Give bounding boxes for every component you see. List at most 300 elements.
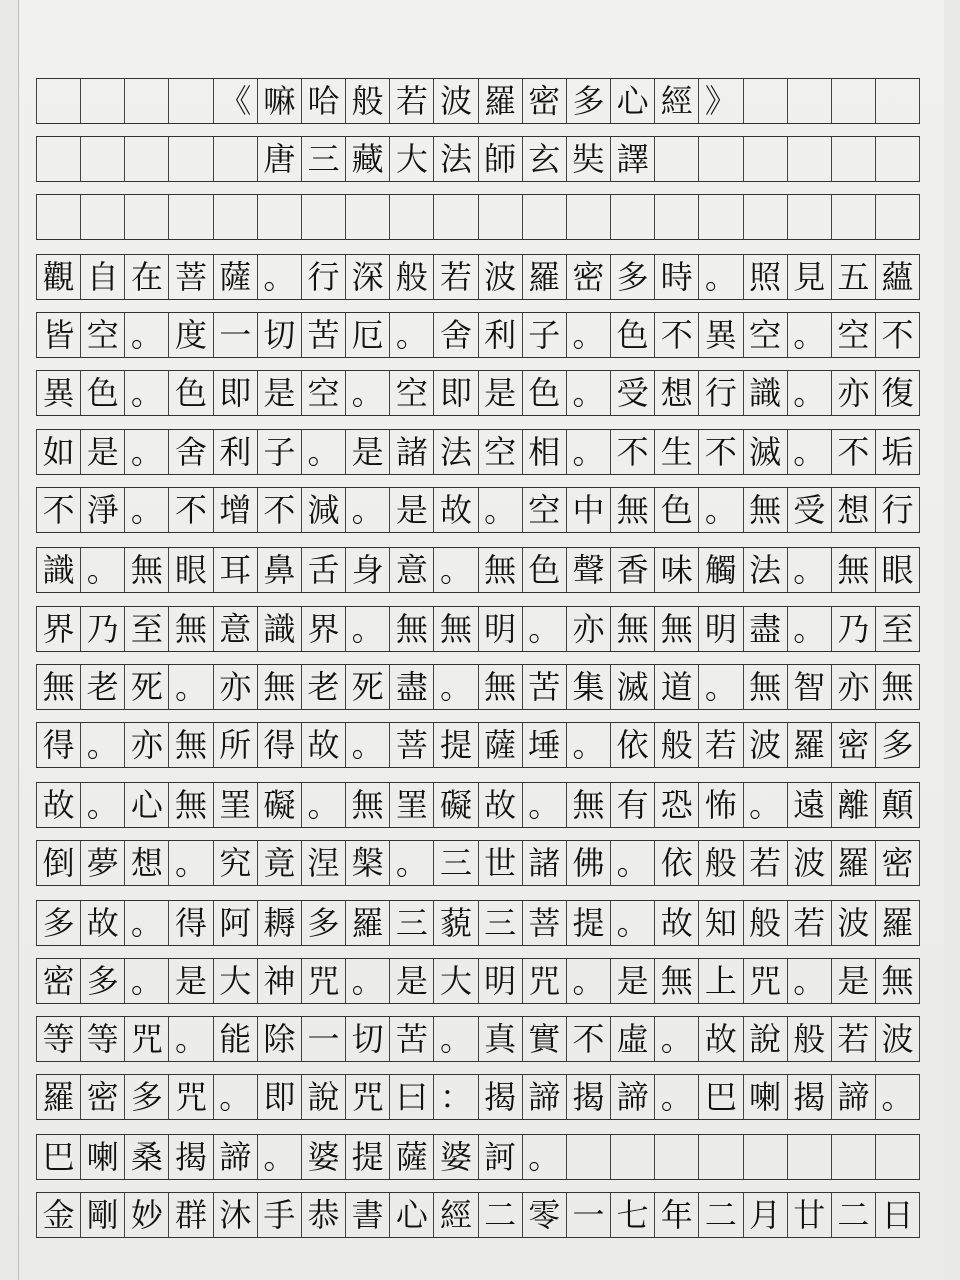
character-cell: 二 [478,1193,522,1237]
empty-cell [610,195,654,239]
character-cell: 所 [213,723,257,767]
character-cell: 咒 [522,959,566,1003]
empty-cell [80,137,124,181]
empty-cell [698,137,742,181]
character-cell: 大 [389,137,433,181]
character-cell: 香 [610,548,654,592]
character-cell: 揭 [566,1075,610,1119]
empty-cell [654,137,698,181]
character-cell: 波 [787,841,831,885]
character-cell: 手 [257,1193,301,1237]
text-row [36,1016,920,1062]
character-cell: 無 [257,665,301,709]
character-cell: 復 [875,371,920,415]
character-cell: 。 [787,607,831,651]
character-cell: 。 [522,783,566,827]
character-cell: 零 [522,1193,566,1237]
empty-cell [787,195,831,239]
character-cell: 多 [301,901,345,945]
character-cell: 淨 [80,488,124,532]
character-cell: 自 [80,255,124,299]
character-cell: 法 [743,548,787,592]
character-cell: 揭 [787,1075,831,1119]
character-cell: 菩 [168,255,212,299]
character-cell: 是 [478,371,522,415]
character-cell: 。 [345,723,389,767]
character-cell: 多 [36,901,80,945]
character-cell: 若 [831,1017,875,1061]
character-cell: 皆 [36,313,80,357]
character-cell: 般 [389,255,433,299]
character-cell: 故 [478,783,522,827]
character-cell: 般 [698,841,742,885]
character-cell: 般 [654,723,698,767]
character-cell: 。 [345,959,389,1003]
character-cell: 若 [433,255,477,299]
character-cell: 知 [698,901,742,945]
character-cell: 老 [301,665,345,709]
text-row [36,1134,920,1180]
character-cell: 。 [787,313,831,357]
character-cell: 道 [654,665,698,709]
character-cell: 礙 [433,783,477,827]
character-cell: 羅 [831,841,875,885]
character-cell: 。 [301,783,345,827]
character-cell: 。 [124,959,168,1003]
character-cell: 異 [698,313,742,357]
character-cell: 。 [566,371,610,415]
text-row [36,606,920,652]
character-cell: 一 [213,313,257,357]
character-cell: 色 [654,488,698,532]
character-cell: 說 [743,1017,787,1061]
character-cell: 金 [36,1193,80,1237]
character-cell: 羅 [522,255,566,299]
character-cell: 剛 [80,1193,124,1237]
empty-cell [478,195,522,239]
character-cell: 。 [389,841,433,885]
character-cell: 密 [831,723,875,767]
character-cell: 。 [566,430,610,474]
empty-cell [124,137,168,181]
binding-margin-line [18,0,19,1280]
character-cell: 。 [257,255,301,299]
character-cell: 滅 [610,665,654,709]
character-cell: 咒 [301,959,345,1003]
empty-cell [257,195,301,239]
empty-cell [743,137,787,181]
character-cell: 無 [168,723,212,767]
character-cell: 子 [522,313,566,357]
character-cell: 是 [831,959,875,1003]
character-cell: 顛 [875,783,920,827]
character-cell: 。 [787,430,831,474]
character-cell: 密 [522,79,566,123]
character-cell: 即 [213,371,257,415]
character-cell: 《 [213,79,257,123]
character-cell: 無 [610,607,654,651]
empty-cell [875,1135,920,1179]
character-cell: 觀 [36,255,80,299]
character-cell: 切 [345,1017,389,1061]
character-cell: 見 [787,255,831,299]
empty-cell [566,195,610,239]
empty-cell [522,195,566,239]
character-cell: 若 [787,901,831,945]
character-cell: 死 [124,665,168,709]
character-cell: 。 [698,255,742,299]
text-row [36,547,920,593]
character-cell: 色 [610,313,654,357]
character-cell: 書 [345,1193,389,1237]
character-cell: 中 [566,488,610,532]
character-cell: 明 [478,959,522,1003]
character-cell: 蘊 [875,255,920,299]
character-cell: 阿 [213,901,257,945]
title-row [36,78,920,124]
character-cell: 遠 [787,783,831,827]
character-cell: 羅 [478,79,522,123]
character-cell: 波 [831,901,875,945]
character-cell: 苦 [301,313,345,357]
character-cell: 藐 [433,901,477,945]
character-cell: 異 [36,371,80,415]
character-cell: 埵 [522,723,566,767]
character-cell: 。 [257,1135,301,1179]
character-cell: 。 [654,1075,698,1119]
text-row [36,254,920,300]
character-cell: 經 [654,79,698,123]
character-cell: 至 [875,607,920,651]
character-cell: 增 [213,488,257,532]
character-cell: 受 [610,371,654,415]
empty-cell [213,137,257,181]
character-cell: 三 [389,901,433,945]
character-cell: 無 [875,959,920,1003]
empty-cell [831,79,875,123]
character-cell: 。 [478,488,522,532]
character-cell: 盡 [389,665,433,709]
empty-cell [831,195,875,239]
text-row [36,900,920,946]
text-row [36,722,920,768]
character-cell: 垢 [875,430,920,474]
character-cell: 提 [345,1135,389,1179]
character-cell: 罣 [213,783,257,827]
character-cell: 想 [831,488,875,532]
character-cell: 等 [36,1017,80,1061]
character-cell: 法 [433,137,477,181]
character-cell: 諸 [522,841,566,885]
character-cell: 婆 [301,1135,345,1179]
character-cell: 密 [566,255,610,299]
empty-cell [654,195,698,239]
text-row [36,1074,920,1120]
character-cell: 究 [213,841,257,885]
character-cell: 不 [831,430,875,474]
character-cell: 多 [566,79,610,123]
character-cell: 舍 [168,430,212,474]
character-cell: 玄 [522,137,566,181]
character-cell: 無 [743,665,787,709]
character-cell: 故 [36,783,80,827]
character-cell: 波 [743,723,787,767]
character-cell: 得 [168,901,212,945]
empty-cell [345,195,389,239]
character-cell: 亦 [831,665,875,709]
character-cell: 空 [80,313,124,357]
character-cell: 。 [124,371,168,415]
character-cell: 無 [433,607,477,651]
character-cell: 喇 [80,1135,124,1179]
character-cell: 。 [875,1075,920,1119]
character-cell: 無 [168,607,212,651]
character-cell: 乃 [80,607,124,651]
character-cell: 波 [433,79,477,123]
character-cell: 婆 [433,1135,477,1179]
character-cell: 說 [301,1075,345,1119]
character-cell: 。 [345,488,389,532]
character-cell: 。 [345,607,389,651]
character-cell: 至 [124,607,168,651]
character-cell: 不 [36,488,80,532]
character-cell: 是 [257,371,301,415]
character-cell: 真 [478,1017,522,1061]
character-cell: 多 [875,723,920,767]
character-cell: ： [433,1075,477,1119]
character-cell: 耳 [213,548,257,592]
character-cell: 若 [698,723,742,767]
character-cell: 受 [787,488,831,532]
character-cell: 薩 [478,723,522,767]
character-cell: 實 [522,1017,566,1061]
character-cell: 二 [831,1193,875,1237]
character-cell: 羅 [345,901,389,945]
character-cell: 行 [698,371,742,415]
character-cell: 不 [257,488,301,532]
character-cell: 眼 [168,548,212,592]
character-cell: 咒 [345,1075,389,1119]
empty-cell [566,1135,610,1179]
text-row [36,958,920,1004]
character-cell: 滅 [743,430,787,474]
character-cell: 奘 [566,137,610,181]
character-cell: 色 [522,548,566,592]
text-row [36,840,920,886]
character-cell: 波 [478,255,522,299]
character-cell: 心 [124,783,168,827]
character-cell: 色 [168,371,212,415]
character-cell: 鼻 [257,548,301,592]
character-cell: 三 [478,901,522,945]
character-cell: 咒 [168,1075,212,1119]
character-cell: 舍 [433,313,477,357]
empty-cell [743,1135,787,1179]
character-cell: 無 [389,607,433,651]
character-cell: 空 [522,488,566,532]
character-cell: 耨 [257,901,301,945]
character-cell: 三 [433,841,477,885]
character-cell: 利 [213,430,257,474]
character-cell: 亦 [831,371,875,415]
character-cell: 喇 [743,1075,787,1119]
character-cell: 巴 [698,1075,742,1119]
character-cell: 依 [610,723,654,767]
character-cell: 意 [389,548,433,592]
character-cell: 不 [875,313,920,357]
character-cell: 舌 [301,548,345,592]
character-cell: 。 [787,548,831,592]
character-cell: 乃 [831,607,875,651]
character-cell: 無 [654,959,698,1003]
empty-cell [36,79,80,123]
character-cell: 礙 [257,783,301,827]
character-cell: 故 [698,1017,742,1061]
character-cell: 諦 [831,1075,875,1119]
character-cell: 。 [787,959,831,1003]
character-cell: 恭 [301,1193,345,1237]
character-cell: 亦 [213,665,257,709]
character-cell: 桑 [124,1135,168,1179]
character-cell: 。 [213,1075,257,1119]
character-cell: 揭 [168,1135,212,1179]
character-cell: 多 [80,959,124,1003]
character-cell: 。 [654,1017,698,1061]
character-cell: 藏 [345,137,389,181]
text-row [36,312,920,358]
empty-cell [698,1135,742,1179]
character-cell: 心 [610,79,654,123]
character-cell: 故 [654,901,698,945]
character-cell: 無 [478,665,522,709]
character-cell: 諸 [389,430,433,474]
character-cell: 苦 [522,665,566,709]
character-cell: 怖 [698,783,742,827]
character-cell: 無 [610,488,654,532]
empty-cell [831,1135,875,1179]
character-cell: 密 [875,841,920,885]
character-cell: 聲 [566,548,610,592]
character-cell: 相 [522,430,566,474]
empty-cell [875,79,920,123]
character-cell: 若 [743,841,787,885]
character-cell: 月 [743,1193,787,1237]
character-cell: 上 [698,959,742,1003]
character-cell: 是 [389,488,433,532]
character-cell: 無 [168,783,212,827]
empty-cell [213,195,257,239]
character-cell: 減 [301,488,345,532]
character-cell: 身 [345,548,389,592]
empty-cell [743,79,787,123]
character-cell: 無 [478,548,522,592]
character-cell: 。 [566,959,610,1003]
character-cell: 亦 [124,723,168,767]
character-cell: 意 [213,607,257,651]
character-cell: 倒 [36,841,80,885]
character-cell: 法 [433,430,477,474]
character-cell: 是 [345,430,389,474]
character-cell: 度 [168,313,212,357]
character-cell: 大 [433,959,477,1003]
empty-cell [875,195,920,239]
character-cell: 。 [566,313,610,357]
empty-cell [654,1135,698,1179]
character-cell: 色 [80,371,124,415]
character-cell: 罣 [389,783,433,827]
character-cell: 薩 [213,255,257,299]
character-cell: 無 [345,783,389,827]
character-cell: 識 [36,548,80,592]
empty-cell [743,195,787,239]
character-cell: 巴 [36,1135,80,1179]
empty-cell [80,79,124,123]
empty-cell [168,79,212,123]
text-row [36,487,920,533]
character-cell: 年 [654,1193,698,1237]
character-cell: 切 [257,313,301,357]
character-cell: 空 [301,371,345,415]
character-cell: 明 [478,607,522,651]
character-cell: 。 [168,1017,212,1061]
empty-cell [36,195,80,239]
character-cell: 哈 [301,79,345,123]
character-cell: 能 [213,1017,257,1061]
character-cell: 》 [698,79,742,123]
character-cell: 亦 [566,607,610,651]
character-cell: 即 [257,1075,301,1119]
character-cell: 識 [257,607,301,651]
character-cell: 。 [124,313,168,357]
character-cell: 深 [345,255,389,299]
text-row [36,1192,920,1238]
character-cell: 多 [610,255,654,299]
character-cell: 。 [168,665,212,709]
character-cell: 般 [743,901,787,945]
character-cell: 利 [478,313,522,357]
character-cell: 不 [566,1017,610,1061]
character-cell: 無 [36,665,80,709]
character-cell: 。 [168,841,212,885]
character-cell: 界 [36,607,80,651]
character-cell: 依 [654,841,698,885]
character-cell: 無 [831,548,875,592]
character-cell: 心 [389,1193,433,1237]
character-cell: 一 [566,1193,610,1237]
character-cell: 。 [522,1135,566,1179]
character-cell: 羅 [875,901,920,945]
character-cell: 一 [301,1017,345,1061]
character-cell: 是 [80,430,124,474]
character-cell: 大 [213,959,257,1003]
character-cell: 。 [566,723,610,767]
character-cell: 群 [168,1193,212,1237]
character-cell: 。 [743,783,787,827]
character-cell: 故 [301,723,345,767]
character-cell: 諦 [213,1135,257,1179]
character-cell: 空 [389,371,433,415]
character-cell: 咒 [743,959,787,1003]
character-cell: 不 [698,430,742,474]
character-cell: 羅 [36,1075,80,1119]
character-cell: 恐 [654,783,698,827]
character-cell: 識 [743,371,787,415]
character-cell: 想 [124,841,168,885]
character-cell: 色 [522,371,566,415]
character-cell: 。 [301,430,345,474]
character-cell: 菩 [522,901,566,945]
text-row [36,429,920,475]
